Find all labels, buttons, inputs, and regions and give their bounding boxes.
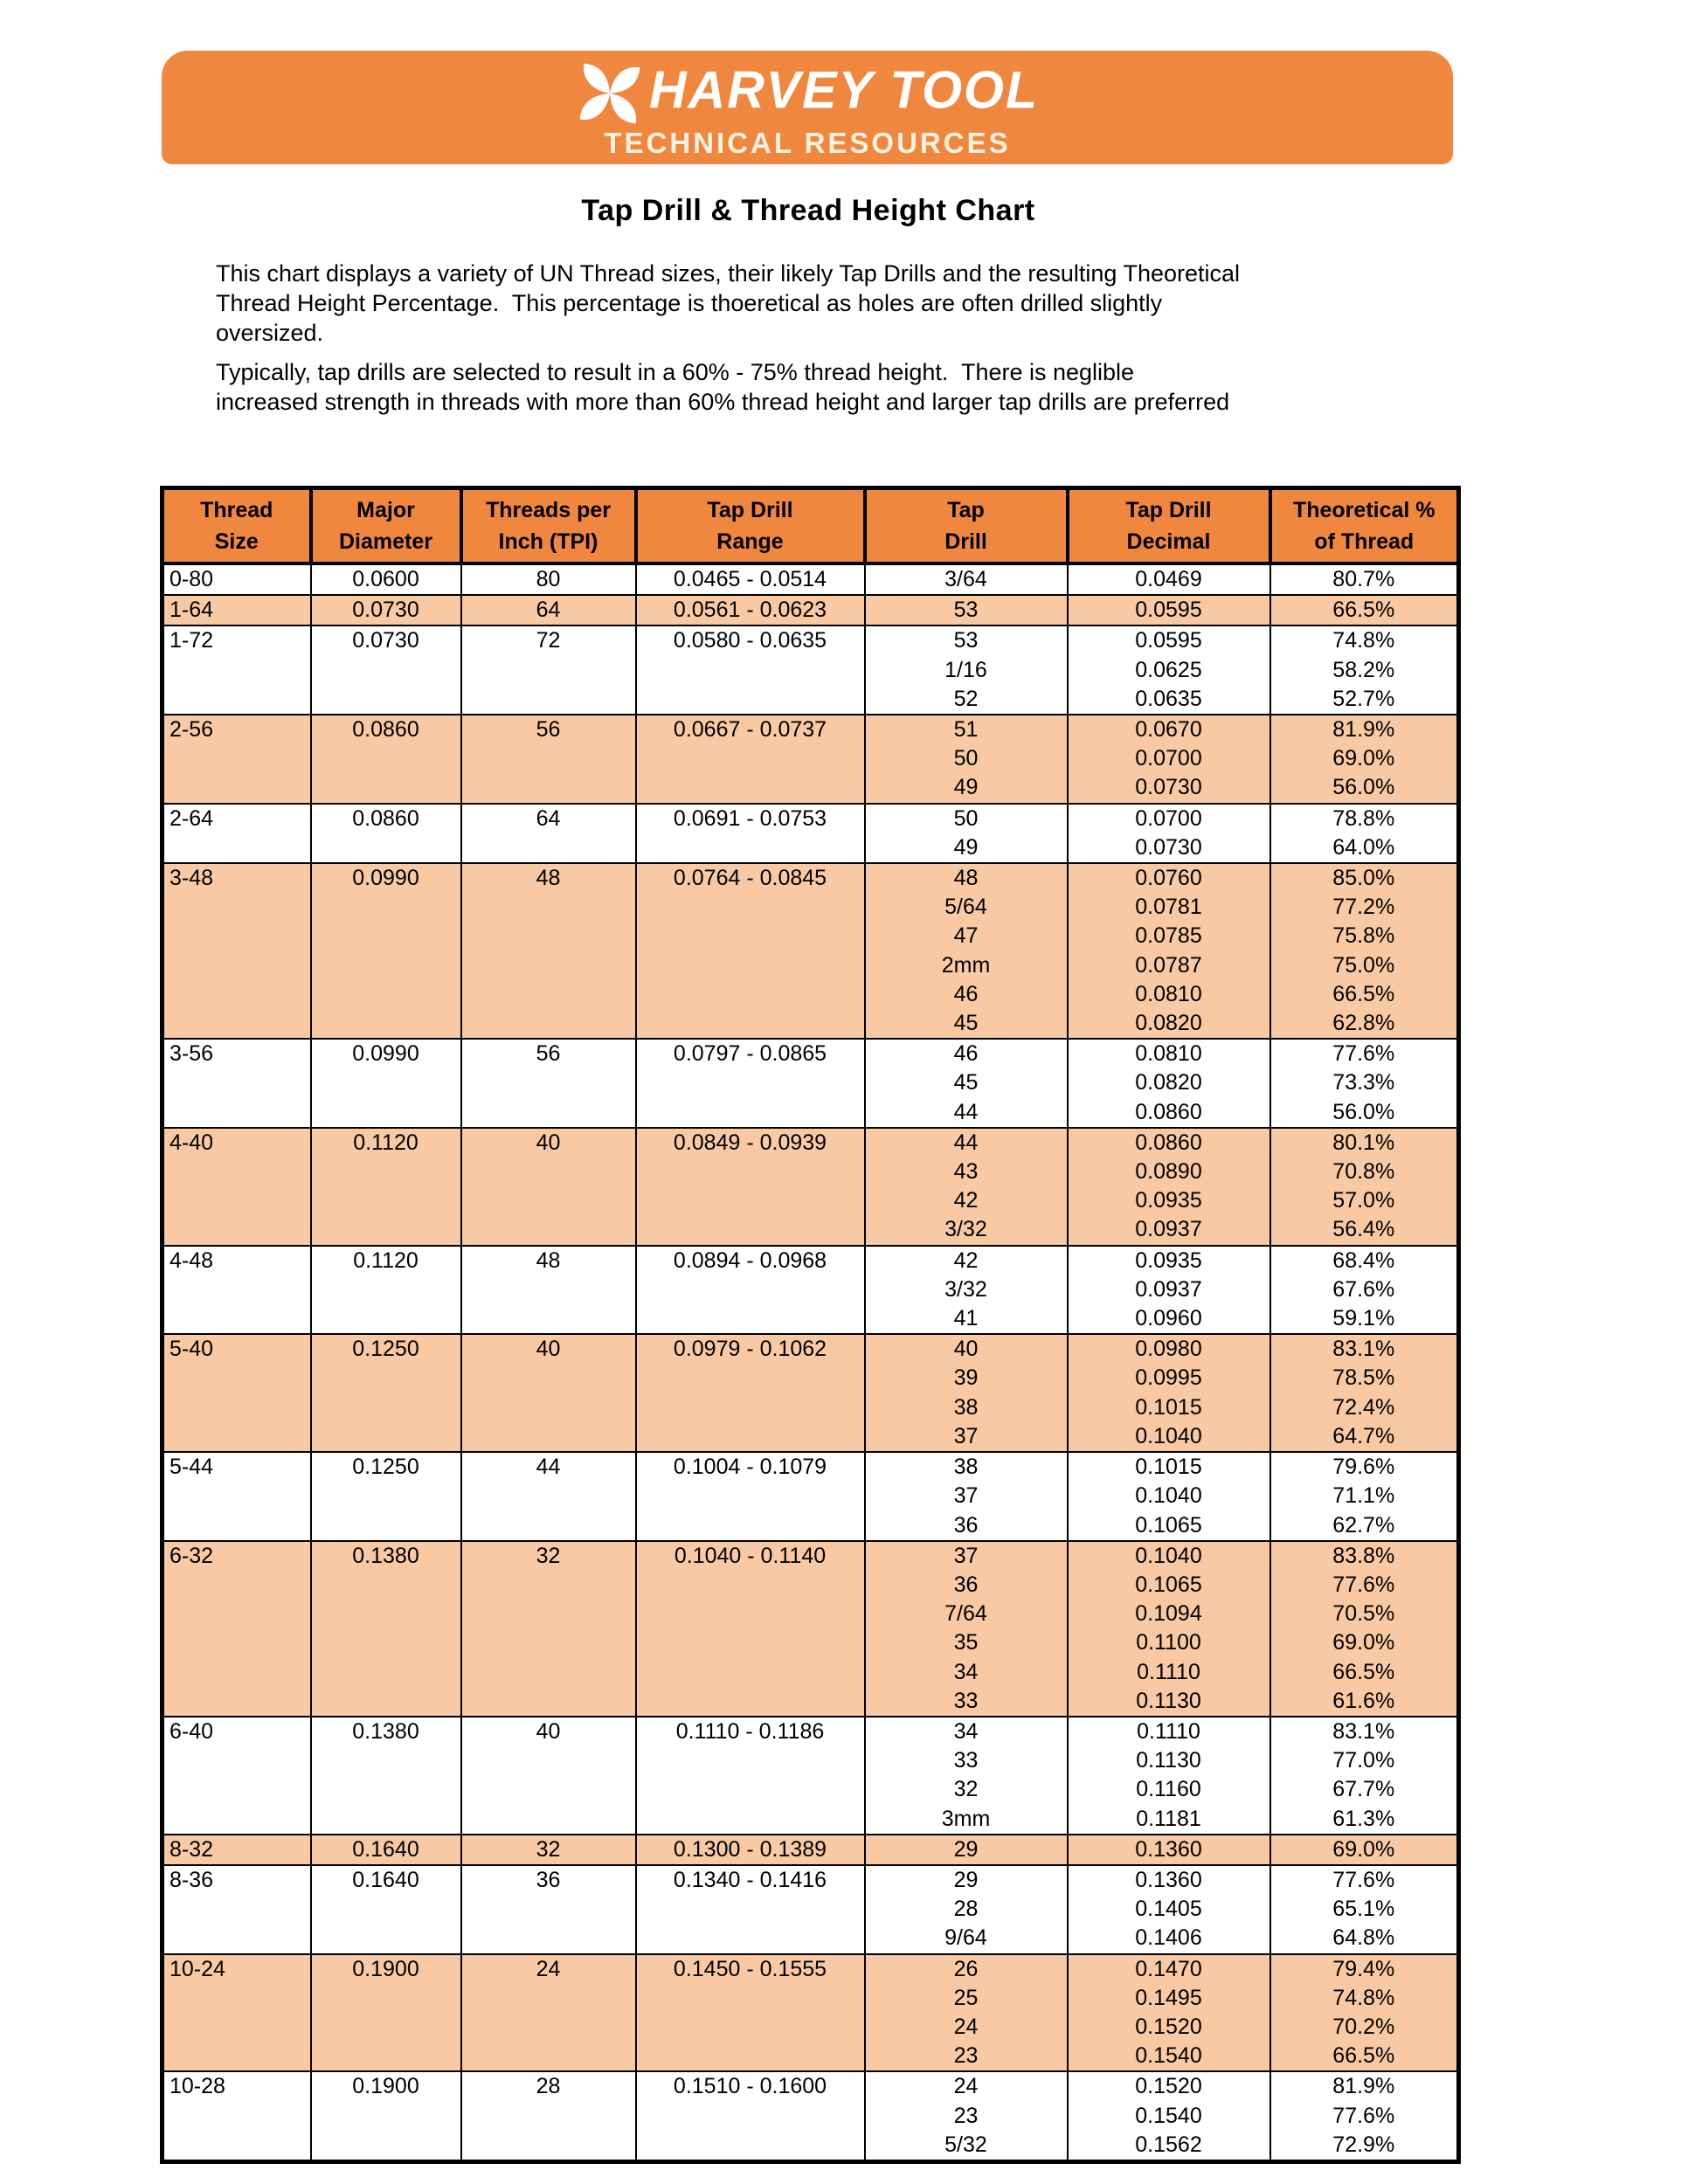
tap-drill-cell: 50 [865,744,1068,773]
thread-percent-cell: 71.1% [1270,1482,1459,1510]
tpi-cell: 56 [461,715,636,804]
thread-percent-cell: 77.0% [1270,1746,1459,1775]
table-row [163,1334,1459,1364]
table-row [163,595,1459,625]
table-row [163,625,1459,655]
major-diameter-cell: 0.0730 [311,625,461,715]
tap-drill-range-cell: 0.0894 - 0.0968 [636,1246,865,1335]
thread-size-cell: 10-28 [163,2071,311,2161]
thread-size-cell: 4-40 [163,1128,311,1246]
thread-percent-cell: 80.1% [1270,1128,1459,1158]
tap-drill-decimal-cell: 0.1520 [1068,2071,1270,2101]
tap-drill-decimal-cell: 0.0937 [1068,1215,1270,1245]
tpi-cell: 64 [461,804,636,863]
tap-drill-decimal-cell: 0.1040 [1068,1422,1270,1452]
thread-percent-cell: 83.8% [1270,1541,1459,1571]
thread-size-cell: 0-80 [163,563,311,595]
tap-drill-decimal-cell: 0.1470 [1068,1954,1270,1984]
tap-drill-cell: 23 [865,2042,1068,2071]
column-header: Theoretical % of Thread [1270,488,1459,564]
thread-percent-cell: 62.7% [1270,1511,1459,1541]
major-diameter-cell: 0.0860 [311,715,461,804]
thread-percent-cell: 85.0% [1270,863,1459,893]
tap-drill-cell: 36 [865,1571,1068,1600]
tap-drill-decimal-cell: 0.1181 [1068,1805,1270,1835]
tpi-cell: 36 [461,1865,636,1954]
thread-percent-cell: 72.9% [1270,2131,1459,2162]
thread-percent-cell: 66.5% [1270,1658,1459,1687]
tap-drill-cell: 39 [865,1364,1068,1393]
tap-drill-cell: 5/32 [865,2131,1068,2162]
major-diameter-cell: 0.1120 [311,1128,461,1246]
thread-percent-cell: 77.6% [1270,1039,1459,1068]
tap-drill-decimal-cell: 0.0785 [1068,922,1270,950]
thread-percent-cell: 79.6% [1270,1452,1459,1482]
thread-percent-cell: 81.9% [1270,715,1459,744]
tap-drill-cell: 44 [865,1098,1068,1128]
tap-drill-cell: 53 [865,625,1068,655]
thread-percent-cell: 74.8% [1270,625,1459,655]
intro [216,259,1465,426]
tap-drill-cell: 46 [865,980,1068,1009]
tpi-cell: 40 [461,1717,636,1835]
tap-drill-range-cell: 0.1510 - 0.1600 [636,2071,865,2161]
tap-drill-cell: 3/64 [865,563,1068,595]
tap-drill-decimal-cell: 0.1094 [1068,1600,1270,1628]
thread-percent-cell: 58.2% [1270,656,1459,685]
table-row [163,1541,1459,1571]
thread-percent-cell: 56.0% [1270,1098,1459,1128]
tap-drill-cell: 2mm [865,951,1068,980]
thread-percent-cell: 56.4% [1270,1215,1459,1245]
tap-drill-cell: 44 [865,1128,1068,1158]
tap-drill-decimal-cell: 0.1130 [1068,1746,1270,1775]
thread-percent-cell: 62.8% [1270,1009,1459,1039]
tpi-cell: 32 [461,1835,636,1865]
tap-drill-decimal-cell: 0.0810 [1068,980,1270,1009]
brand-wordmark: HARVEY TOOL [648,60,1039,120]
tap-drill-decimal-cell: 0.1540 [1068,2102,1270,2131]
table-row [163,1246,1459,1275]
thread-percent-cell: 69.0% [1270,1835,1459,1865]
intro-paragraph [216,357,1465,417]
tap-drill-cell: 49 [865,833,1068,863]
tap-drill-decimal-cell: 0.0730 [1068,833,1270,863]
tap-drill-decimal-cell: 0.0980 [1068,1334,1270,1364]
tap-drill-cell: 37 [865,1482,1068,1510]
tap-drill-range-cell: 0.1300 - 0.1389 [636,1835,865,1865]
table-row [163,804,1459,833]
thread-percent-cell: 65.1% [1270,1895,1459,1924]
tap-drill-cell: 51 [865,715,1068,744]
tap-drill-range-cell: 0.0465 - 0.0514 [636,563,865,595]
tap-drill-decimal-cell: 0.1160 [1068,1775,1270,1804]
table-row [163,2071,1459,2101]
column-header: Tap Drill Range [636,488,865,564]
tap-drill-decimal-cell: 0.0730 [1068,773,1270,803]
tap-drill-range-cell: 0.1110 - 0.1186 [636,1717,865,1835]
tap-drill-cell: 9/64 [865,1924,1068,1953]
tap-drill-cell: 49 [865,773,1068,803]
tap-drill-decimal-cell: 0.1065 [1068,1571,1270,1600]
tap-drill-decimal-cell: 0.0960 [1068,1304,1270,1334]
harvey-tool-banner [162,51,1453,164]
tap-drill-cell: 28 [865,1895,1068,1924]
tap-drill-cell: 53 [865,595,1068,625]
table-row [163,1128,1459,1158]
tpi-cell: 48 [461,1246,636,1335]
major-diameter-cell: 0.1380 [311,1541,461,1717]
tap-drill-cell: 1/16 [865,656,1068,685]
tap-drill-range-cell: 0.0691 - 0.0753 [636,804,865,863]
intro-line: oversized. [216,320,324,346]
tap-drill-range-cell: 0.0667 - 0.0737 [636,715,865,804]
thread-percent-cell: 70.8% [1270,1158,1459,1186]
tap-drill-decimal-cell: 0.1040 [1068,1482,1270,1510]
tap-drill-decimal-cell: 0.0625 [1068,656,1270,685]
tap-drill-decimal-cell: 0.0781 [1068,893,1270,922]
tap-drill-decimal-cell: 0.1405 [1068,1895,1270,1924]
tap-drill-range-cell: 0.0979 - 0.1062 [636,1334,865,1452]
tap-drill-cell: 3mm [865,1805,1068,1835]
tap-drill-cell: 43 [865,1158,1068,1186]
tap-drill-decimal-cell: 0.1065 [1068,1511,1270,1541]
table-row [163,1039,1459,1068]
table-row [163,1717,1459,1746]
tap-drill-cell: 33 [865,1746,1068,1775]
tap-drill-cell: 50 [865,804,1068,833]
tap-drill-cell: 34 [865,1658,1068,1687]
thread-size-cell: 6-40 [163,1717,311,1835]
tap-drill-decimal-cell: 0.1495 [1068,1984,1270,2013]
tpi-cell: 48 [461,863,636,1039]
tap-drill-decimal-cell: 0.0937 [1068,1275,1270,1304]
tap-drill-decimal-cell: 0.0787 [1068,951,1270,980]
tap-drill-decimal-cell: 0.0995 [1068,1364,1270,1393]
thread-percent-cell: 75.0% [1270,951,1459,980]
major-diameter-cell: 0.0990 [311,863,461,1039]
tap-drill-cell: 25 [865,1984,1068,2013]
thread-percent-cell: 67.7% [1270,1775,1459,1804]
tpi-cell: 56 [461,1039,636,1128]
thread-percent-cell: 57.0% [1270,1186,1459,1215]
column-header: Threads per Inch (TPI) [461,488,636,564]
tap-drill-cell: 47 [865,922,1068,950]
column-header: Major Diameter [311,488,461,564]
tap-drill-decimal-cell: 0.1130 [1068,1687,1270,1717]
thread-size-cell: 1-64 [163,595,311,625]
tap-drill-cell: 42 [865,1246,1068,1275]
tap-drill-cell: 45 [865,1009,1068,1039]
tap-drill-cell: 3/32 [865,1215,1068,1245]
thread-percent-cell: 61.3% [1270,1805,1459,1835]
thread-size-cell: 1-72 [163,625,311,715]
tap-drill-decimal-cell: 0.0935 [1068,1186,1270,1215]
tap-drill-cell: 46 [865,1039,1068,1068]
tap-drill-decimal-cell: 0.1540 [1068,2042,1270,2071]
thread-percent-cell: 81.9% [1270,2071,1459,2101]
table-row [163,715,1459,744]
table-row [163,563,1459,595]
thread-percent-cell: 64.7% [1270,1422,1459,1452]
major-diameter-cell: 0.0860 [311,804,461,863]
thread-percent-cell: 59.1% [1270,1304,1459,1334]
tap-drill-decimal-cell: 0.0595 [1068,625,1270,655]
thread-size-cell: 10-24 [163,1954,311,2072]
tap-drill-cell: 41 [865,1304,1068,1334]
thread-percent-cell: 78.8% [1270,804,1459,833]
major-diameter-cell: 0.1640 [311,1835,461,1865]
thread-percent-cell: 80.7% [1270,563,1459,595]
pinwheel-logo-icon [576,59,644,128]
major-diameter-cell: 0.1120 [311,1246,461,1335]
thread-percent-cell: 69.0% [1270,744,1459,773]
intro-line: This chart displays a variety of UN Thread sizes, their likely Tap Drills and the resulting Theoretical [216,260,1241,287]
thread-size-cell: 2-56 [163,715,311,804]
thread-percent-cell: 79.4% [1270,1954,1459,1984]
table-body [163,563,1459,2161]
tpi-cell: 40 [461,1128,636,1246]
tap-drill-decimal-cell: 0.1520 [1068,2013,1270,2042]
tap-drill-cell: 7/64 [865,1600,1068,1628]
tpi-cell: 24 [461,1954,636,2072]
tap-drill-decimal-cell: 0.0820 [1068,1009,1270,1039]
intro-line: Typically, tap drills are selected to result in a 60% - 75% thread height. There is neglible [216,359,1135,385]
thread-percent-cell: 70.2% [1270,2013,1459,2042]
thread-percent-cell: 67.6% [1270,1275,1459,1304]
tap-drill-cell: 26 [865,1954,1068,1984]
major-diameter-cell: 0.1640 [311,1865,461,1954]
tap-drill-cell: 48 [865,863,1068,893]
tap-drill-decimal-cell: 0.0820 [1068,1068,1270,1097]
major-diameter-cell: 0.1900 [311,1954,461,2072]
tap-drill-decimal-cell: 0.1406 [1068,1924,1270,1953]
major-diameter-cell: 0.1250 [311,1334,461,1452]
tap-drill-cell: 23 [865,2102,1068,2131]
tap-drill-cell: 38 [865,1393,1068,1422]
tap-drill-decimal-cell: 0.0700 [1068,804,1270,833]
tpi-cell: 28 [461,2071,636,2161]
thread-size-cell: 5-40 [163,1334,311,1452]
tap-drill-cell: 33 [865,1687,1068,1717]
thread-percent-cell: 68.4% [1270,1246,1459,1275]
thread-percent-cell: 66.5% [1270,2042,1459,2071]
thread-percent-cell: 66.5% [1270,980,1459,1009]
brand-tagline: TECHNICAL RESOURCES [604,127,1011,159]
tap-drill-cell: 24 [865,2071,1068,2101]
major-diameter-cell: 0.0730 [311,595,461,625]
tap-drill-cell: 32 [865,1775,1068,1804]
thread-size-cell: 6-32 [163,1541,311,1717]
tap-drill-range-cell: 0.1450 - 0.1555 [636,1954,865,2072]
thread-percent-cell: 73.3% [1270,1068,1459,1097]
intro-line: Thread Height Percentage. This percentage is thoeretical as holes are often drilled slightly [216,290,1163,316]
tap-drill-decimal-cell: 0.0860 [1068,1128,1270,1158]
thread-percent-cell: 83.1% [1270,1717,1459,1746]
tap-drill-range-cell: 0.0561 - 0.0623 [636,595,865,625]
tap-drill-decimal-cell: 0.1360 [1068,1835,1270,1865]
intro-line: increased strength in threads with more than 60% thread height and larger tap drills are preferred [216,389,1230,415]
thread-percent-cell: 64.0% [1270,833,1459,863]
column-header: Tap Drill Decimal [1068,488,1270,564]
tap-drill-decimal-cell: 0.0635 [1068,685,1270,715]
tap-drill-table [160,486,1461,2164]
tap-drill-cell: 37 [865,1541,1068,1571]
thread-size-cell: 8-36 [163,1865,311,1954]
tap-drill-cell: 5/64 [865,893,1068,922]
thread-percent-cell: 77.6% [1270,1865,1459,1895]
tap-drill-decimal-cell: 0.0760 [1068,863,1270,893]
tap-drill-range-cell: 0.0580 - 0.0635 [636,625,865,715]
thread-percent-cell: 66.5% [1270,595,1459,625]
tap-drill-cell: 52 [865,685,1068,715]
major-diameter-cell: 0.0600 [311,563,461,595]
tpi-cell: 80 [461,563,636,595]
major-diameter-cell: 0.1900 [311,2071,461,2161]
tap-drill-decimal-cell: 0.0935 [1068,1246,1270,1275]
intro-paragraph [216,259,1465,348]
tap-drill-decimal-cell: 0.1015 [1068,1393,1270,1422]
thread-percent-cell: 74.8% [1270,1984,1459,2013]
tpi-cell: 44 [461,1452,636,1541]
thread-size-cell: 3-48 [163,863,311,1039]
tap-drill-range-cell: 0.0849 - 0.0939 [636,1128,865,1246]
tap-drill-cell: 36 [865,1511,1068,1541]
tap-drill-decimal-cell: 0.0670 [1068,715,1270,744]
tap-drill-cell: 3/32 [865,1275,1068,1304]
tap-drill-decimal-cell: 0.1360 [1068,1865,1270,1895]
major-diameter-cell: 0.1250 [311,1452,461,1541]
tap-drill-range-cell: 0.1004 - 0.1079 [636,1452,865,1541]
thread-percent-cell: 78.5% [1270,1364,1459,1393]
tap-drill-decimal-cell: 0.0595 [1068,595,1270,625]
page-title: Tap Drill & Thread Height Chart [581,194,1035,227]
thread-size-cell: 2-64 [163,804,311,863]
table-row [163,1452,1459,1482]
tap-drill-cell: 24 [865,2013,1068,2042]
tap-drill-cell: 42 [865,1186,1068,1215]
table-row [163,863,1459,893]
column-header: Tap Drill [865,488,1068,564]
tpi-cell: 32 [461,1541,636,1717]
tpi-cell: 40 [461,1334,636,1452]
tap-drill-cell: 34 [865,1717,1068,1746]
thread-size-cell: 5-44 [163,1452,311,1541]
tap-drill-range-cell: 0.1340 - 0.1416 [636,1865,865,1954]
tap-drill-decimal-cell: 0.0860 [1068,1098,1270,1128]
tpi-cell: 64 [461,595,636,625]
tap-drill-decimal-cell: 0.1040 [1068,1541,1270,1571]
tap-drill-cell: 29 [865,1865,1068,1895]
tap-drill-decimal-cell: 0.1110 [1068,1658,1270,1687]
tap-drill-decimal-cell: 0.1562 [1068,2131,1270,2162]
thread-percent-cell: 77.2% [1270,893,1459,922]
tap-drill-range-cell: 0.0797 - 0.0865 [636,1039,865,1128]
tap-drill-decimal-cell: 0.1100 [1068,1628,1270,1657]
tap-drill-decimal-cell: 0.0890 [1068,1158,1270,1186]
thread-percent-cell: 75.8% [1270,922,1459,950]
tap-drill-cell: 38 [865,1452,1068,1482]
tap-drill-decimal-cell: 0.0810 [1068,1039,1270,1068]
table-row [163,1835,1459,1865]
tap-drill-range-cell: 0.1040 - 0.1140 [636,1541,865,1717]
thread-percent-cell: 56.0% [1270,773,1459,803]
thread-percent-cell: 69.0% [1270,1628,1459,1657]
thread-percent-cell: 77.6% [1270,1571,1459,1600]
tap-drill-cell: 40 [865,1334,1068,1364]
thread-percent-cell: 61.6% [1270,1687,1459,1717]
table-row [163,1865,1459,1895]
table-header-row [163,488,1459,564]
tap-drill-cell: 29 [865,1835,1068,1865]
tap-drill-decimal-cell: 0.0469 [1068,563,1270,595]
tap-drill-decimal-cell: 0.1110 [1068,1717,1270,1746]
tap-drill-decimal-cell: 0.0700 [1068,744,1270,773]
thread-size-cell: 3-56 [163,1039,311,1128]
thread-percent-cell: 77.6% [1270,2102,1459,2131]
thread-percent-cell: 52.7% [1270,685,1459,715]
thread-percent-cell: 64.8% [1270,1924,1459,1953]
tap-drill-range-cell: 0.0764 - 0.0845 [636,863,865,1039]
tap-drill-cell: 45 [865,1068,1068,1097]
column-header: Thread Size [163,488,311,564]
major-diameter-cell: 0.0990 [311,1039,461,1128]
thread-percent-cell: 70.5% [1270,1600,1459,1628]
thread-size-cell: 4-48 [163,1246,311,1335]
tap-drill-cell: 35 [865,1628,1068,1657]
tap-drill-cell: 37 [865,1422,1068,1452]
thread-size-cell: 8-32 [163,1835,311,1865]
tpi-cell: 72 [461,625,636,715]
thread-percent-cell: 72.4% [1270,1393,1459,1422]
thread-percent-cell: 83.1% [1270,1334,1459,1364]
tap-drill-decimal-cell: 0.1015 [1068,1452,1270,1482]
major-diameter-cell: 0.1380 [311,1717,461,1835]
table-row [163,1954,1459,1984]
brand-row [576,57,1039,123]
table-clip-region [160,486,1476,2157]
